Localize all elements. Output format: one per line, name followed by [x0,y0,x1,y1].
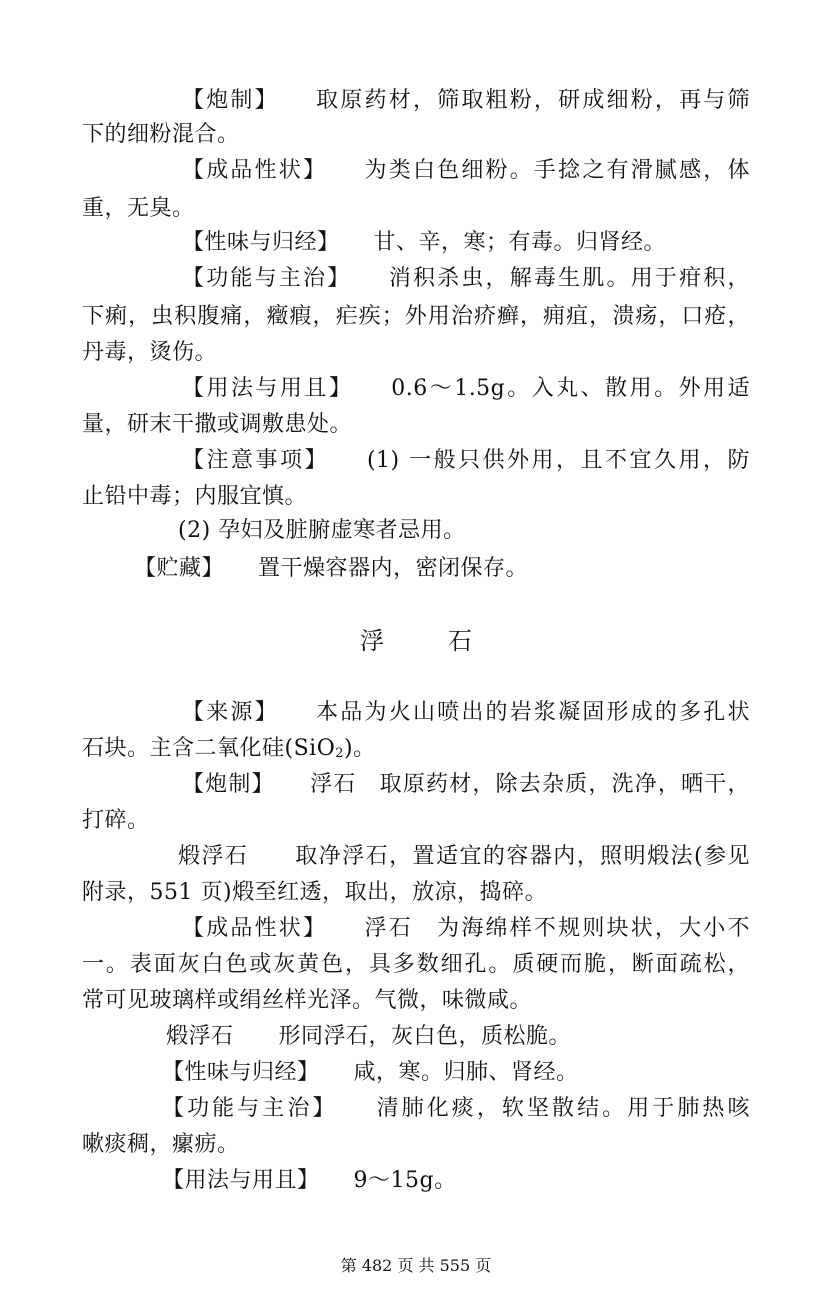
precautions-line-1: 【注意事项】 (1) 一般只供外用，且不宜久用，防 [182,448,750,473]
title-char-2: 石 [448,627,472,655]
calcined-line-2: 附录，551 页)煅至红透，取出，放凉，捣碎。 [82,880,548,905]
title-char-1: 浮 [360,627,384,655]
function-line-2: 下痢，虫积腹痛，癥瘕，疟疾；外用治疥癣，痈疽，溃疡，口疮， [82,304,750,329]
product-character2-line-1: 【成品性状】 浮石 为海绵样不规则块状，大小不 [182,916,750,941]
processing-line-1: 【炮制】 取原药材，筛取粗粉，研成细粉，再与筛 [182,88,750,113]
usage2-line: 【用法与用且】 9～15g。 [162,1168,457,1193]
usage-line-1: 【用法与用且】 0.6～1.5g。入丸、散用。外用适 [182,376,750,401]
product-character-line-1: 【成品性状】 为类白色细粉。手捻之有滑腻感，体 [182,158,750,183]
precautions-line-3: (2) 孕妇及脏腑虚寒者忌用。 [178,518,466,543]
function-line-3: 丹毒，烫伤。 [82,340,218,365]
source-line-1: 【来源】 本品为火山喷出的岩浆凝固形成的多孔状 [182,700,750,725]
processing2-line-2: 打碎。 [82,808,150,833]
usage-line-2: 量，研末干撒或调敷患处。 [82,412,353,437]
nature-meridian2-line: 【性味与归经】 咸，寒。归肺、肾经。 [162,1060,579,1085]
calcined-character-line: 煅浮石 形同浮石，灰白色，质松脆。 [166,1024,572,1049]
processing-line-2: 下的细粉混合。 [82,122,240,147]
precautions-line-2: 止铅中毒；内服宜慎。 [82,484,308,509]
function2-line-2: 嗽痰稠，瘰疬。 [82,1132,240,1157]
product-character2-line-3: 常可见玻璃样或绢丝样光泽。气微，味微咸。 [82,988,533,1013]
nature-meridian-line: 【性味与归经】 甘、辛，寒；有毒。归肾经。 [182,230,667,255]
page-number: 第 482 页 共 555 页 [340,1256,492,1275]
calcined-line-1: 煅浮石 取净浮石，置适宜的容器内，照明煅法(参见 [178,844,750,869]
monograph-title [0,626,832,656]
function-line-1: 【功能与主治】 消积杀虫，解毒生肌。用于疳积， [182,266,750,291]
processing2-line-1: 【炮制】 浮石 取原药材，除去杂质，洗净，晒干， [182,772,750,797]
source-line-2: 石块。主含二氧化硅(SiO2)。 [82,736,376,761]
product-character-line-2: 重，无臭。 [82,196,195,221]
storage-line: 【贮藏】 置干燥容器内，密闭保存。 [134,556,529,581]
function2-line-1: 【功能与主治】 清肺化痰，软坚散结。用于肺热咳 [162,1096,750,1121]
product-character2-line-2: 一。表面灰白色或灰黄色，具多数细孔。质硬而脆，断面疏松， [82,952,750,977]
